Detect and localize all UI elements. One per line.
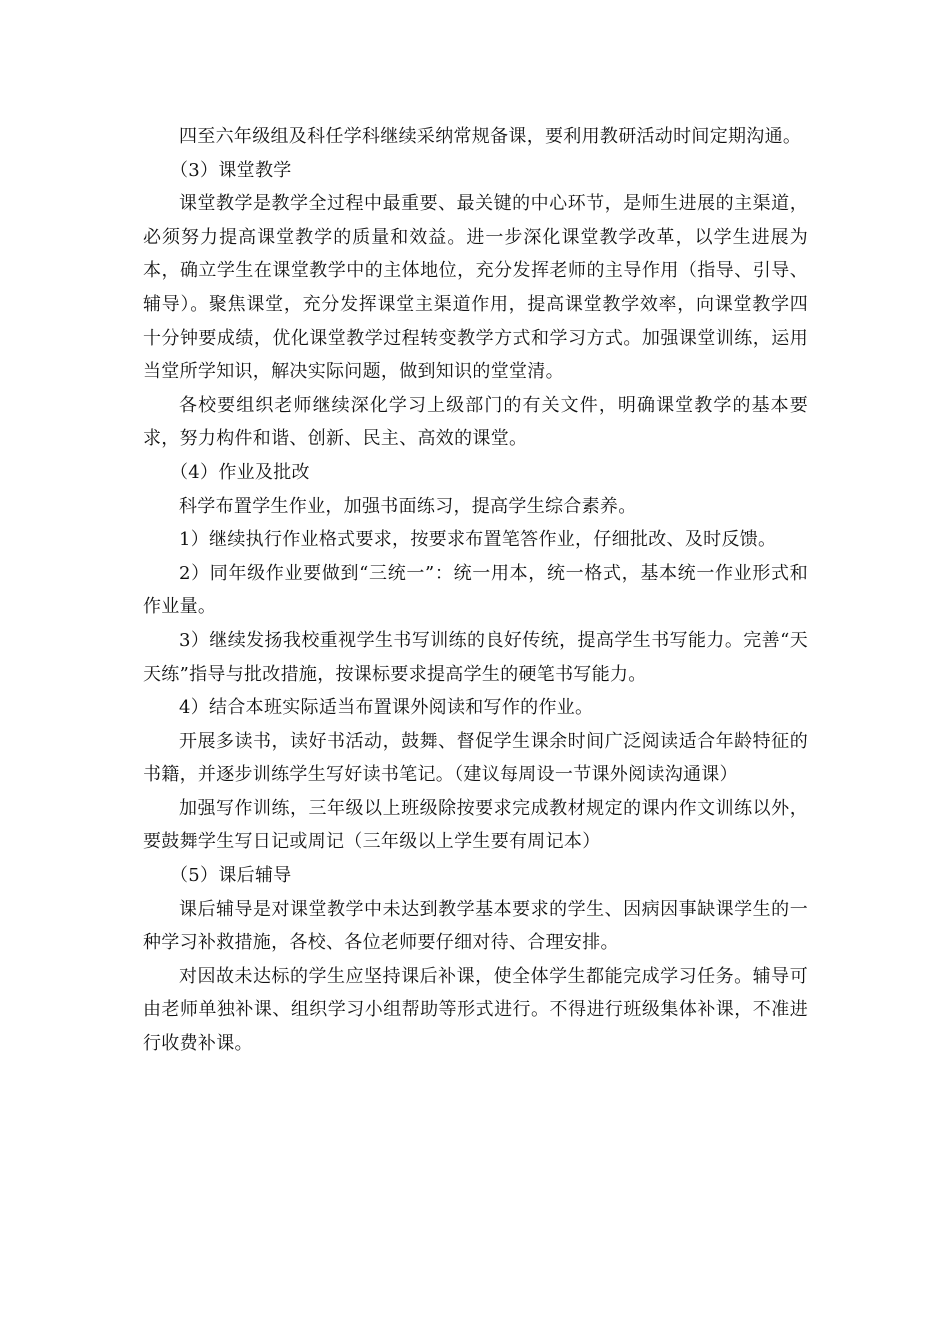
document-page [143, 120, 808, 1061]
list-item: 3）继续发扬我校重视学生书写训练的良好传统，提高学生书写能力。完善“天天练”指导与批改措施，按课标要求提高学生的硬笔书写能力。 [143, 629, 808, 685]
list-item: 1）继续执行作业格式要求，按要求布置笔答作业，仔细批改、及时反馈。 [179, 529, 777, 551]
paragraph: 课后辅导是对课堂教学中未达到教学基本要求的学生、因病因事缺课学生的一种学习补救措施，各校、各位老师要仔细对待、合理安排。 [143, 898, 808, 954]
section-heading: （5）课后辅导 [170, 865, 292, 887]
paragraph: 四至六年级组及科任学科继续采纳常规备课，要利用教研活动时间定期沟通。 [179, 126, 802, 147]
paragraph: 各校要组织老师继续深化学习上级部门的有关文件，明确课堂教学的基本要求，努力构件和谐、创新、民主、高效的课堂。 [143, 394, 808, 450]
paragraph: 课堂教学是教学全过程中最重要、最关键的中心环节，是师生进展的主渠道，必须努力提高课堂教学的质量和效益。进一步深化课堂教学改革，以学生进展为本，确立学生在课堂教学中的主体地位，充分发挥老师的主导作用（指导、引导、辅导）。聚焦课堂，充分发挥课堂主渠道作用，提高课堂教学效率，向课堂教学四十分钟要成绩，优化课堂教学过程转变教学方式和学习方式。加强课堂训练，运用当堂所学知识，解决实际问题，做到知识的堂堂清。 [143, 193, 808, 383]
section-heading: （3）课堂教学 [170, 159, 292, 181]
paragraph: 对因故未达标的学生应坚持课后补课，使全体学生都能完成学习任务。辅导可由老师单独补课、组织学习小组帮助等形式进行。不得进行班级集体补课，不准进行收费补课。 [143, 965, 808, 1055]
paragraph: 加强写作训练，三年级以上班级除按要求完成教材规定的课内作文训练以外，要鼓舞学生写日记或周记（三年级以上学生要有周记本） [143, 797, 808, 853]
list-item: 2）同年级作业要做到“三统一”：统一用本，统一格式，基本统一作业形式和作业量。 [143, 562, 808, 618]
section-heading: （4）作业及批改 [170, 461, 310, 483]
paragraph: 开展多读书，读好书活动，鼓舞、督促学生课余时间广泛阅读适合年龄特征的书籍，并逐步训练学生写好读书笔记。（建议每周设一节课外阅读沟通课） [143, 730, 808, 786]
paragraph: 科学布置学生作业，加强书面练习，提高学生综合素养。 [179, 495, 637, 517]
list-item: 4）结合本班实际适当布置课外阅读和写作的作业。 [179, 697, 594, 719]
